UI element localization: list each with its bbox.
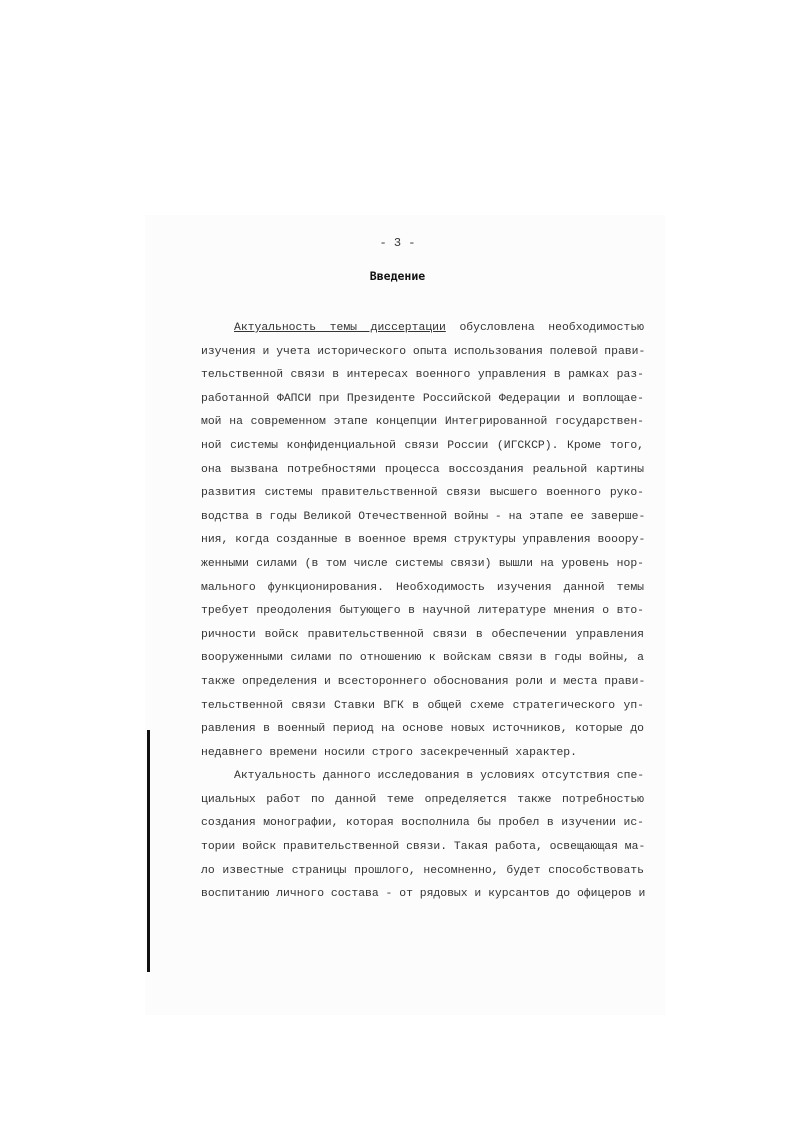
text-line: водства в годы Великой Отечественной войны - на этапе ее заверше- bbox=[201, 510, 646, 523]
text-line: требует преодоления бытующего в научной литературе мнения о вто- bbox=[201, 605, 644, 618]
text-line: мой на современном этапе концепции Интегрированной государствен- bbox=[201, 416, 644, 429]
text-line: тории войск правительственной связи. Такая работа, освещающая ма- bbox=[201, 841, 646, 854]
text-line: женными силами (в том числе системы связи) вышли на уровень нор- bbox=[201, 557, 644, 570]
text-line: равления в военный период на основе новых источников, которые до bbox=[201, 723, 644, 736]
text-line: ричности войск правительственной связи в обеспечении управления bbox=[201, 628, 644, 641]
scan-edge-mark bbox=[147, 730, 150, 972]
text-line: развития системы правительственной связи высшего военного руко- bbox=[201, 487, 644, 500]
text-line: недавнего времени носили строго засекреченный характер. bbox=[201, 746, 577, 759]
text-line: создания монографии, которая восполнила бы пробел в изучении ис- bbox=[201, 817, 644, 830]
text-line: циальных работ по данной теме определяется также потребностью bbox=[201, 793, 644, 806]
text-line: она вызвана потребностями процесса воссоздания реальной картины bbox=[201, 463, 644, 476]
page-number: - 3 - bbox=[379, 236, 416, 250]
text-line: вооруженными силами по отношению к войскам связи в годы войны, а bbox=[201, 652, 644, 665]
text-line: ло известные страницы прошлого, несомненно, будет способствовать bbox=[201, 864, 644, 877]
text-line: тельственной связи в интересах военного управления в рамках раз- bbox=[201, 369, 644, 382]
text-line: тельственной связи Ставки ВГК в общей схеме стратегического уп- bbox=[201, 699, 644, 712]
text-line: также определения и всестороннего обоснования роли и места прави- bbox=[201, 675, 646, 688]
text-line: Актуальность данного исследования в условиях отсутствия спе- bbox=[234, 770, 645, 783]
body-text bbox=[201, 317, 644, 907]
underlined-lead: Актуальность темы диссертации bbox=[234, 322, 446, 334]
text-line: мального функционирования. Необходимость изучения данной темы bbox=[201, 581, 644, 594]
text-line: ной системы конфиденциальной связи России (ИГСКСР). Кроме того, bbox=[201, 439, 644, 452]
text-line: работанной ФАПСИ при Президенте Российской Федерации и воплощае- bbox=[201, 392, 644, 405]
text-line: воспитанию личного состава - от рядовых и курсантов до офицеров и bbox=[201, 888, 646, 901]
first-line-rest: обусловлена необходимостью bbox=[459, 322, 644, 334]
text-line: ния, когда созданные в военное время структуры управления вооору- bbox=[201, 534, 646, 547]
text-line: изучения и учета исторического опыта использования полевой прави- bbox=[201, 345, 646, 358]
paragraph-1-first-line bbox=[201, 317, 644, 341]
section-heading: Введение bbox=[369, 269, 426, 283]
